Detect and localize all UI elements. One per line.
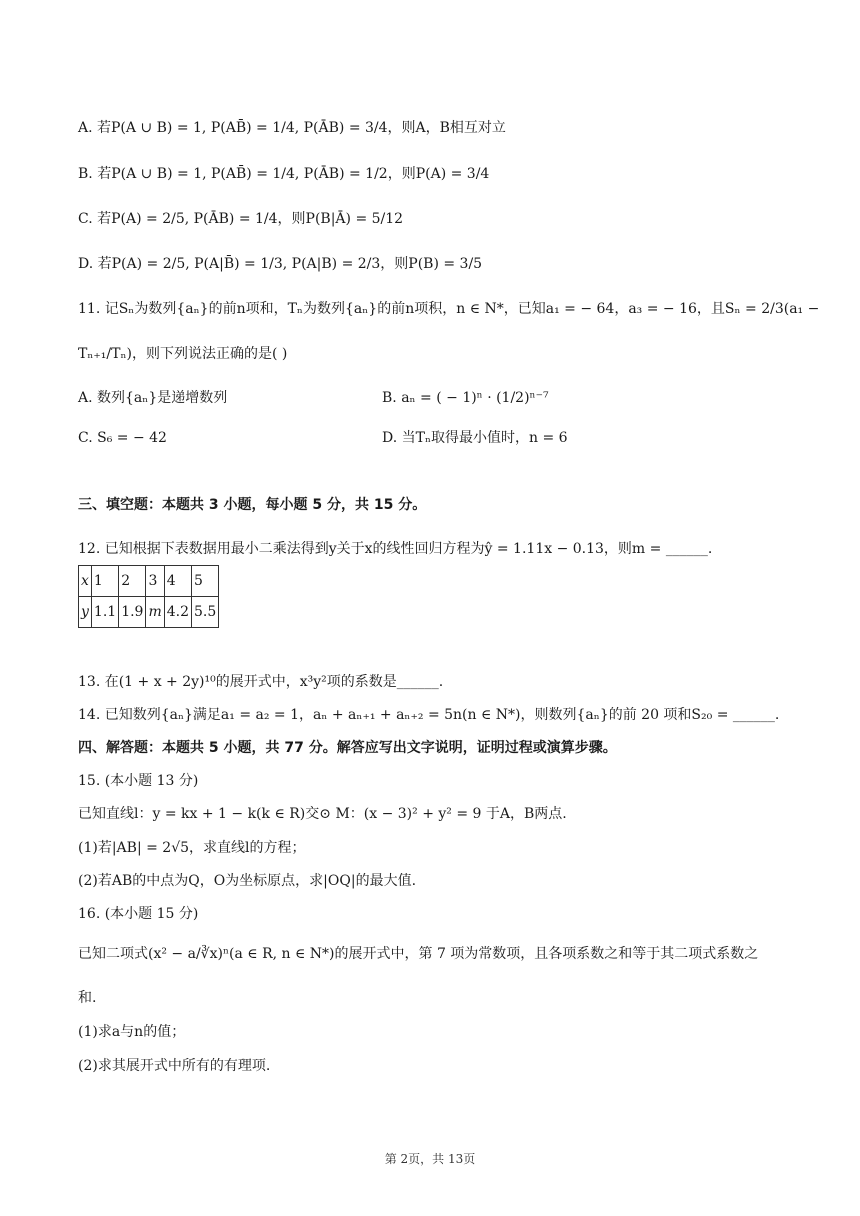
q11-stem-line2: Tₙ₊₁/Tₙ)，则下列说法正确的是( ): [78, 346, 288, 362]
table-cell: 4: [164, 566, 191, 597]
table-cell: 3: [146, 566, 164, 597]
q16-part-1: (1)求a与n的值；: [78, 1024, 186, 1040]
q16-stem-line1: 已知二项式(x² − a/∛x)ⁿ(a ∈ R, n ∈ N*)的展开式中，第 7 项为常数项，且各项系数之和等于其二项式系数之: [78, 946, 759, 962]
q11-stem-line1: 11. 记Sₙ为数列{aₙ}的前n项和，Tₙ为数列{aₙ}的前n项积，n ∈ N*，已知a₁ = − 64，a₃ = − 16，且Sₙ = 2/3(a₁ −: [78, 301, 820, 317]
q15-header: 15. (本小题 13 分): [78, 773, 199, 789]
q10-option-d: D. 若P(A) = 2/5, P(A|B̄) = 1/3, P(A|B) = 2/3，则P(B) = 3/5: [78, 256, 483, 272]
table-cell: 1.1: [91, 597, 118, 628]
q10-option-c: C. 若P(A) = 2/5, P(ĀB) = 1/4，则P(B|Ā) = 5/12: [78, 211, 404, 227]
section-3-heading: 三、填空题：本题共 3 小题，每小题 5 分，共 15 分。: [78, 497, 427, 513]
table-row: [79, 566, 219, 597]
q16-part-2: (2)求其展开式中所有的有理项.: [78, 1058, 271, 1074]
section-4-heading: 四、解答题：本题共 5 小题，共 77 分。解答应写出文字说明，证明过程或演算步骤。: [78, 740, 617, 756]
table-cell: 5: [192, 566, 219, 597]
q15-part-2: (2)若AB的中点为Q，O为坐标原点，求|OQ|的最大值.: [78, 873, 417, 889]
page-footer: 第 2页，共 13页: [384, 1152, 476, 1166]
regression-data-table: [78, 565, 219, 628]
table-cell: 4.2: [164, 597, 191, 628]
q16-stem-line2: 和.: [78, 990, 97, 1006]
table-cell: x: [79, 566, 92, 597]
table-cell: 5.5: [192, 597, 219, 628]
table-row: [79, 597, 219, 628]
q11-option-d: D. 当Tₙ取得最小值时，n = 6: [382, 430, 568, 446]
table-cell: 1: [91, 566, 118, 597]
table-cell: m: [146, 597, 164, 628]
q16-header: 16. (本小题 15 分): [78, 906, 199, 922]
q10-option-b: B. 若P(A ∪ B) = 1, P(AB̄) = 1/4, P(ĀB) = 1/2，则P(A) = 3/4: [78, 166, 490, 182]
q14-stem: 14. 已知数列{aₙ}满足a₁ = a₂ = 1，aₙ + aₙ₊₁ + aₙ₊₂ = 5n(n ∈ N*)，则数列{aₙ}的前 20 项和S₂₀ = ______.: [78, 707, 780, 723]
q11-option-a: A. 数列{aₙ}是递增数列: [78, 390, 228, 406]
q12-stem: 12. 已知根据下表数据用最小二乘法得到y关于x的线性回归方程为ŷ = 1.11x − 0.13，则m = ______.: [78, 541, 713, 557]
q15-stem: 已知直线l：y = kx + 1 − k(k ∈ R)交⊙ M：(x − 3)² + y² = 9 于A，B两点.: [78, 806, 567, 822]
table-cell: 1.9: [119, 597, 146, 628]
q11-option-b: B. aₙ = ( − 1)ⁿ · (1/2)ⁿ⁻⁷: [382, 390, 549, 406]
table-cell: 2: [119, 566, 146, 597]
table-cell: y: [79, 597, 92, 628]
q10-option-a: A. 若P(A ∪ B) = 1, P(AB̄) = 1/4, P(ĀB) = 3/4，则A，B相互对立: [78, 120, 506, 136]
q13-stem: 13. 在(1 + x + 2y)¹⁰的展开式中，x³y²项的系数是______.: [78, 674, 444, 690]
q15-part-1: (1)若|AB| = 2√5，求直线l的方程；: [78, 840, 306, 856]
q11-option-c: C. S₆ = − 42: [78, 430, 167, 446]
